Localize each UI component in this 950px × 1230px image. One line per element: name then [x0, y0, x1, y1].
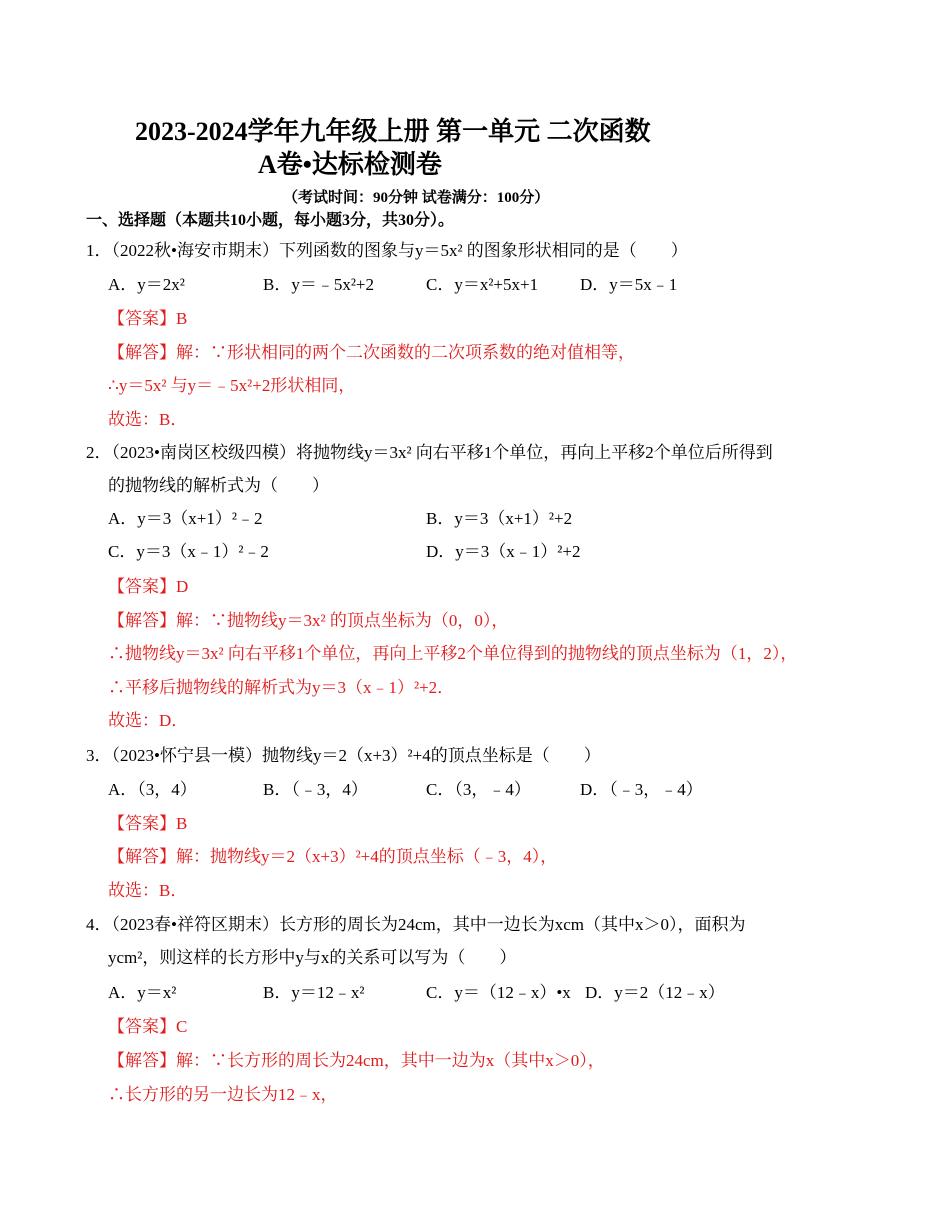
q1-solution-3: 故选：B． [108, 410, 188, 429]
q4-option-a: A．y＝x² [108, 983, 177, 1002]
q1-answer: 【答案】B [108, 309, 188, 328]
q1-solution-1: 【解答】解：∵形状相同的两个二次函数的二次项系数的绝对值相等， [108, 343, 635, 362]
q3-solution-1: 【解答】解：抛物线y＝2（x+3）²+4的顶点坐标（﹣3，4）， [108, 847, 558, 866]
q3-answer: 【答案】B [108, 814, 188, 833]
q2-solution-4: 故选：D． [108, 711, 189, 730]
q3-option-a: A．（3，4） [108, 780, 197, 799]
q2-solution-1: 【解答】解：∵抛物线y＝3x² 的顶点坐标为（0，0）， [108, 611, 509, 630]
exam-info: （考试时间：90分钟 试卷满分：100分） [283, 190, 550, 206]
q2-answer: 【答案】D [108, 577, 189, 596]
title-line-2: A卷•达标检测卷 [258, 150, 442, 179]
q4-option-c: C．y＝（12﹣x）•x [426, 983, 571, 1002]
q1-option-d: D．y＝5x﹣1 [580, 275, 678, 294]
q1-option-c: C．y＝x²+5x+1 [426, 275, 539, 294]
q2-option-b: B．y＝3（x+1）²+2 [426, 509, 573, 528]
q1-option-b: B．y＝﹣5x²+2 [263, 275, 375, 294]
q3-option-c: C．（3，﹣4） [426, 780, 531, 799]
q2-stem-line-2: 的抛物线的解析式为（ ） [108, 476, 329, 495]
title-line-1: 2023-2024学年九年级上册 第一单元 二次函数 [135, 117, 651, 146]
q2-solution-3: ∴平移后抛物线的解析式为y＝3（x﹣1）²+2． [108, 678, 455, 697]
q2-stem-line-1: 2．（2023•南岗区校级四模）将抛物线y＝3x² 向右平移1个单位，再向上平移2个单位后所得到 [86, 443, 773, 462]
q2-option-a: A．y＝3（x+1）²﹣2 [108, 509, 263, 528]
q2-option-c: C．y＝3（x﹣1）²﹣2 [108, 542, 269, 561]
q4-option-b: B．y＝12﹣x² [263, 983, 365, 1002]
q4-stem-line-2: ycm²，则这样的长方形中y与x的关系可以写为（ ） [108, 948, 517, 967]
q2-solution-2: ∴抛物线y＝3x² 向右平移1个单位，再向上平移2个单位得到的抛物线的顶点坐标为（1，2）， [108, 644, 798, 663]
q3-solution-2: 故选：B． [108, 881, 188, 900]
q4-solution-1: 【解答】解：∵长方形的周长为24cm，其中一边为x（其中x＞0）， [108, 1051, 605, 1070]
q4-option-d: D．y＝2（12﹣x） [585, 983, 725, 1002]
section-heading: 一、选择题（本题共10小题，每小题3分，共30分）。 [86, 212, 455, 229]
q1-option-a: A．y＝2x² [108, 275, 185, 294]
q1-solution-2: ∴y＝5x² 与y＝﹣5x²+2形状相同， [108, 376, 356, 395]
q3-stem: 3．（2023•怀宁县一模）抛物线y＝2（x+3）²+4的顶点坐标是（ ） [86, 746, 601, 765]
q4-solution-2: ∴长方形的另一边长为12﹣x， [108, 1085, 338, 1104]
q3-option-d: D．（﹣3，﹣4） [580, 780, 703, 799]
q4-stem-line-1: 4．（2023春•祥符区期末）长方形的周长为24cm，其中一边长为xcm（其中x＞0），面积为 [86, 915, 746, 934]
q2-option-d: D．y＝3（x﹣1）²+2 [426, 542, 581, 561]
q4-answer: 【答案】C [108, 1017, 188, 1036]
q1-stem: 1．（2022秋•海安市期末）下列函数的图象与y＝5x² 的图象形状相同的是（ ） [86, 241, 688, 260]
q3-option-b: B．（﹣3，4） [263, 780, 368, 799]
